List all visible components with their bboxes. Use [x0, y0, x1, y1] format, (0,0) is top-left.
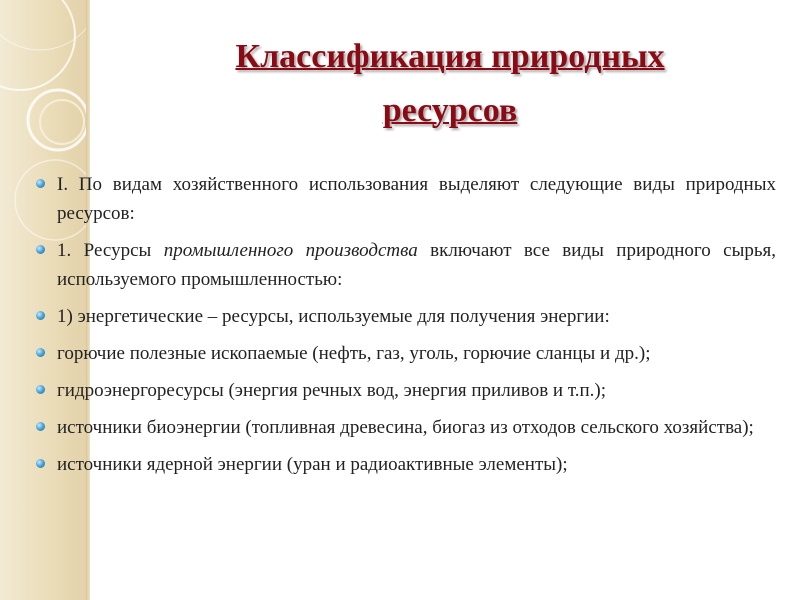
list-item: [34, 450, 776, 479]
slide-title-line2: ресурсов: [382, 92, 518, 129]
list-item: [34, 413, 776, 442]
bullet-icon: [36, 385, 45, 394]
list-item-text: гидроэнергоресурсы (энергия речных вод, энергия приливов и т.п.);: [57, 380, 606, 401]
list-item: [34, 339, 776, 368]
list-item-text: 1) энергетические – ресурсы, используемые для получения энергии:: [57, 306, 610, 327]
bullet-icon: [36, 311, 45, 320]
slide-title: [150, 30, 750, 138]
list-item-text-end: включают все виды природного сырья, используемого промышленностью:: [57, 240, 776, 290]
list-item: [34, 236, 776, 294]
bullet-icon: [36, 422, 45, 431]
slide-title-line1: Классификация природных: [235, 38, 665, 75]
bullet-icon: [36, 459, 45, 468]
list-item: [34, 170, 776, 228]
list-item-text: I. По видам хозяйственного использования выделяют следующие виды природных ресурсов:: [57, 174, 776, 224]
list-item-emphasis: промышленного производства: [163, 240, 418, 261]
bullet-icon: [36, 348, 45, 357]
list-item-text-start: 1. Ресурсы: [57, 240, 164, 261]
list-item: [34, 376, 776, 405]
list-item-text: источники ядерной энергии (уран и радиоактивные элементы);: [57, 454, 568, 475]
list-item-text: горючие полезные ископаемые (нефть, газ, уголь, горючие сланцы и др.);: [57, 343, 651, 364]
bullet-icon: [36, 179, 45, 188]
list-item: [34, 302, 776, 331]
bullet-icon: [36, 245, 45, 254]
bullet-list: [34, 170, 776, 487]
list-item-text: источники биоэнергии (топливная древесина, биогаз из отходов сельского хозяйства);: [57, 417, 754, 438]
